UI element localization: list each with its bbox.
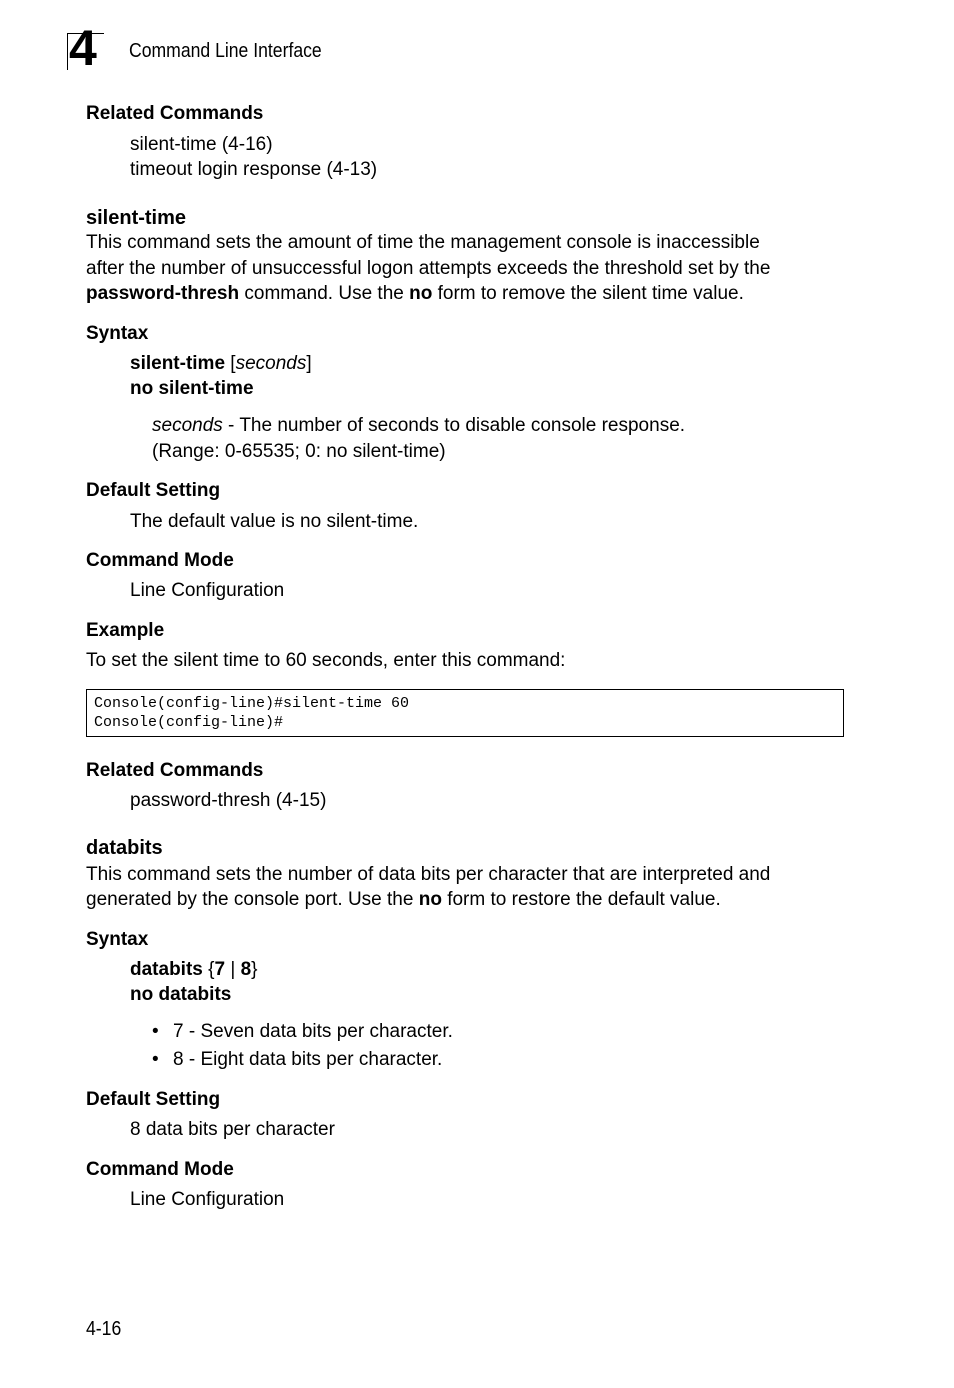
example-heading: Example bbox=[86, 620, 165, 641]
code-example-box bbox=[86, 689, 844, 737]
running-header-title: Command Line Interface bbox=[129, 40, 322, 62]
bullet-item: 7 - Seven data bits per character. bbox=[173, 1021, 453, 1042]
syntax-parameter: seconds bbox=[235, 353, 307, 374]
related-command-item: timeout login response (4-13) bbox=[130, 159, 378, 180]
syntax-option: 7 bbox=[214, 959, 226, 980]
description-line: This command sets the amount of time the management console is inaccessible bbox=[86, 232, 760, 253]
description-text: generated by the console port. Use the bbox=[86, 889, 419, 910]
keyword-password-thresh: password-thresh bbox=[86, 283, 240, 304]
description-line bbox=[86, 887, 721, 912]
command-mode-value: Line Configuration bbox=[130, 1189, 285, 1210]
syntax-line bbox=[130, 351, 312, 376]
syntax-bracket: [ bbox=[225, 353, 236, 374]
bullet-item: 8 - Eight data bits per character. bbox=[173, 1049, 443, 1070]
default-setting-heading: Default Setting bbox=[86, 480, 221, 501]
keyword-no: no bbox=[409, 283, 433, 304]
syntax-separator: | bbox=[225, 959, 241, 980]
parameter-range: (Range: 0-65535; 0: no silent-time) bbox=[152, 441, 446, 462]
description-line bbox=[86, 281, 744, 306]
description-text: form to restore the default value. bbox=[441, 889, 721, 910]
default-setting-value: 8 data bits per character bbox=[130, 1119, 335, 1140]
command-title-databits: databits bbox=[86, 837, 163, 859]
code-line: Console(config-line)# bbox=[94, 714, 284, 731]
syntax-option: 8 bbox=[240, 959, 252, 980]
syntax-brace: } bbox=[251, 959, 258, 980]
default-setting-value: The default value is no silent-time. bbox=[130, 511, 419, 532]
bullet-marker: • bbox=[152, 1021, 159, 1042]
syntax-no-form: no databits bbox=[130, 984, 232, 1005]
related-command-item: silent-time (4-16) bbox=[130, 134, 273, 155]
parameter-text: - The number of seconds to disable console response. bbox=[222, 415, 686, 436]
example-description: To set the silent time to 60 seconds, enter this command: bbox=[86, 650, 566, 671]
command-title-silent-time: silent-time bbox=[86, 207, 187, 229]
keyword-no: no bbox=[418, 889, 442, 910]
parameter-name: seconds bbox=[152, 415, 223, 436]
parameter-description bbox=[152, 413, 685, 438]
description-line: after the number of unsuccessful logon attempts exceeds the threshold set by the bbox=[86, 258, 771, 279]
code-line: Console(config-line)#silent-time 60 bbox=[94, 695, 410, 712]
command-mode-heading: Command Mode bbox=[86, 550, 234, 571]
syntax-bracket: ] bbox=[306, 353, 312, 374]
description-line: This command sets the number of data bits per character that are interpreted and bbox=[86, 864, 771, 885]
syntax-command: databits bbox=[130, 959, 203, 980]
bullet-marker: • bbox=[152, 1049, 159, 1070]
default-setting-heading: Default Setting bbox=[86, 1089, 221, 1110]
syntax-heading: Syntax bbox=[86, 323, 149, 344]
page-number: 4-16 bbox=[86, 1318, 122, 1340]
syntax-no-form: no silent-time bbox=[130, 378, 254, 399]
command-mode-heading: Command Mode bbox=[86, 1159, 234, 1180]
description-text: command. Use the bbox=[239, 283, 410, 304]
syntax-brace: { bbox=[202, 959, 215, 980]
chapter-number: 4 bbox=[69, 20, 97, 76]
syntax-heading: Syntax bbox=[86, 929, 149, 950]
syntax-line bbox=[130, 957, 258, 982]
related-commands-heading: Related Commands bbox=[86, 103, 264, 124]
syntax-command: silent-time bbox=[130, 353, 226, 374]
command-mode-value: Line Configuration bbox=[130, 580, 285, 601]
related-commands-heading: Related Commands bbox=[86, 760, 264, 781]
description-text: form to remove the silent time value. bbox=[432, 283, 744, 304]
related-command-item: password-thresh (4-15) bbox=[130, 790, 327, 811]
